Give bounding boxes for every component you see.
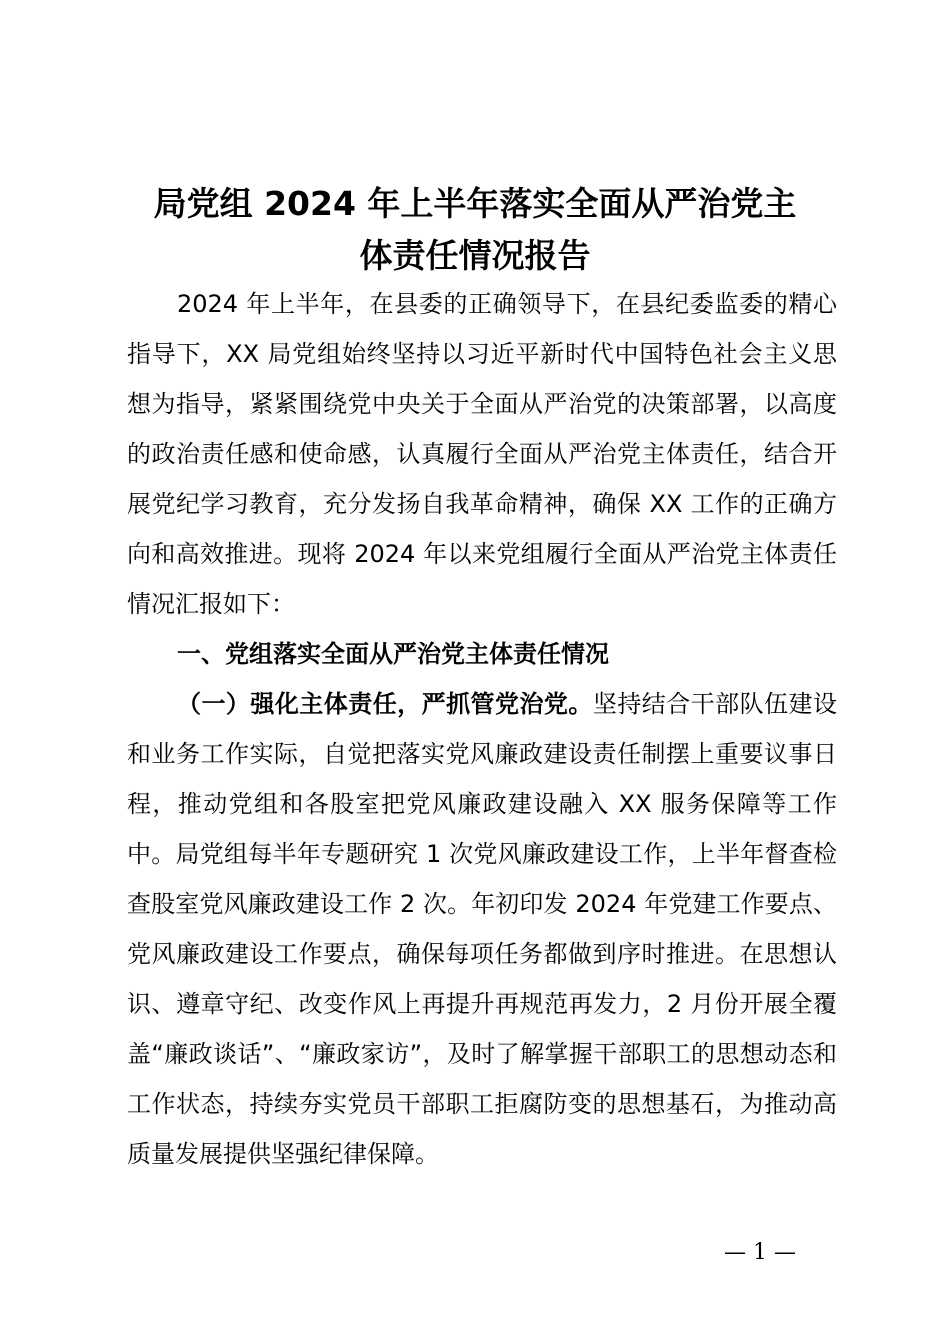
subsection-1-text: 坚持结合干部队伍建设和业务工作实际，自觉把落实党风廉政建设责任制摆上重要议事日程，推动党组和各股室把党风廉政建设融入 XX 服务保障等工作中。局党组每半年专题研究 1 次党风廉政建设工作，上半年督查检查股室党风廉政建设工作 2 次。年初印发 2024 年党建工作要点、党风廉政建设工作要点，确保每项任务都做到序时推进。在思想认识、遵章守纪、改变作风上再提升再规范再发力，2 月份开展全覆盖“廉政谈话”、“廉政家访”，及时了解掌握干部职工的思想动态和工作状态，持续夯实党员干部职工拒腐防变的思想基石，为推动高质量发展提供坚强纪律保障。 — [127, 690, 838, 1168]
page-number: — 1 — — [724, 1240, 796, 1265]
document-title — [120, 178, 830, 282]
subsection-1-heading: （一）强化主体责任，严抓管党治党。 — [177, 690, 593, 718]
intro-paragraph: 2024 年上半年，在县委的正确领导下，在县纪委监委的精心指导下，XX 局党组始终坚持以习近平新时代中国特色社会主义思想为指导，紧紧围绕党中央关于全面从严治党的决策部署，以高度的政治责任感和使命感，认真履行全面从严治党主体责任，结合开展党纪学习教育，充分发扬自我革命精神，确保 XX 工作的正确方向和高效推进。现将 2024 年以来党组履行全面从严治党主体责任情况汇报如下： — [127, 290, 837, 618]
title-line-2: 体责任情况报告 — [359, 236, 591, 275]
subsection-1-paragraph — [127, 679, 837, 1179]
section-1-heading: 一、党组落实全面从严治党主体责任情况 — [177, 640, 609, 668]
document-body — [127, 279, 837, 1179]
title-line-1: 局党组 2024 年上半年落实全面从严治党主 — [153, 184, 797, 223]
